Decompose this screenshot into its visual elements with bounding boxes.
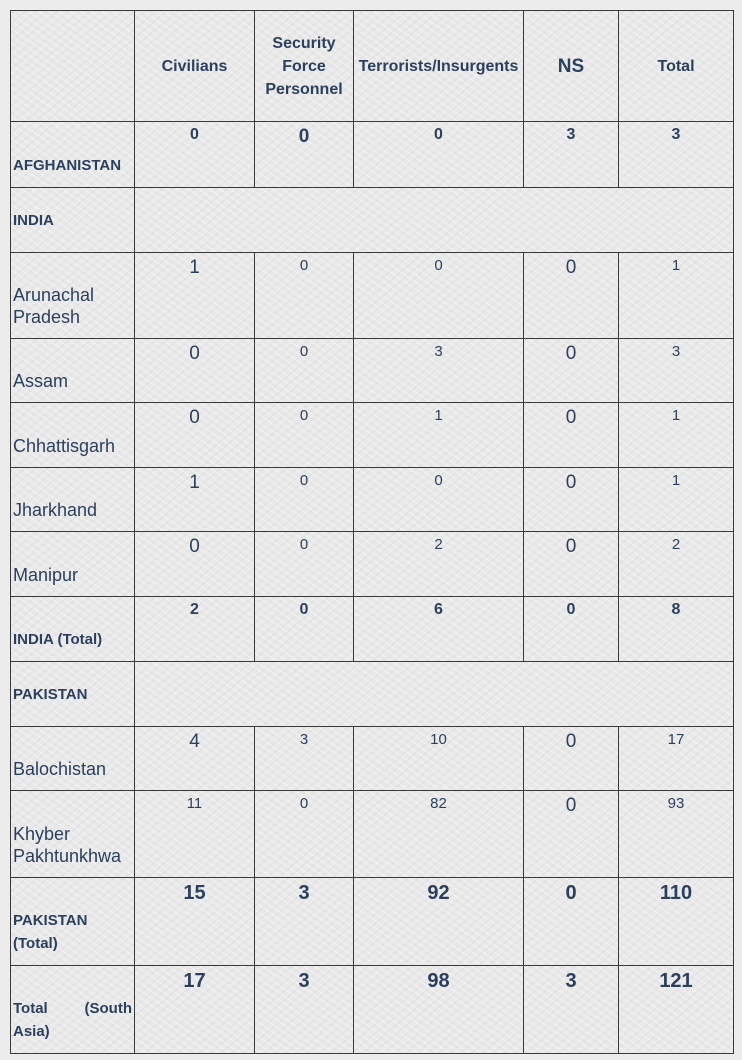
cell-sf: 0 <box>255 253 354 339</box>
row-label-line2: Pakhtunkhwa <box>13 846 122 866</box>
header-sf-line3: Personnel <box>265 80 343 98</box>
cell-ns: 3 <box>524 966 619 1054</box>
cell-sf: 3 <box>255 727 354 791</box>
row-khyber-pakhtunkhwa <box>11 791 734 878</box>
header-civilians: Civilians <box>135 11 255 122</box>
cell-civilians: 15 <box>135 878 255 966</box>
cell-terrorists: 0 <box>354 468 524 532</box>
cell-civilians: 0 <box>135 403 255 468</box>
cell-total: 17 <box>619 727 734 791</box>
row-label <box>11 878 135 966</box>
row-afghanistan <box>11 122 734 188</box>
cell-civilians: 17 <box>135 966 255 1054</box>
row-label-line2: (Total) <box>13 935 58 952</box>
cell-sf: 0 <box>255 122 354 188</box>
cell-ns: 0 <box>524 597 619 662</box>
cell-terrorists: 82 <box>354 791 524 878</box>
row-label-word1: Total <box>13 1000 48 1017</box>
cell-sf: 0 <box>255 791 354 878</box>
header-terrorists: Terrorists/Insurgents <box>354 11 524 122</box>
fatalities-table-container <box>10 10 733 1054</box>
row-label-line2: Pradesh <box>13 307 81 327</box>
row-label: Manipur <box>11 532 135 597</box>
row-india-heading <box>11 188 734 253</box>
cell-sf: 0 <box>255 597 354 662</box>
section-label-pakistan: PAKISTAN <box>11 662 135 727</box>
fatalities-table <box>10 10 734 1054</box>
cell-ns: 3 <box>524 122 619 188</box>
cell-civilians: 11 <box>135 791 255 878</box>
row-assam <box>11 339 734 403</box>
cell-terrorists: 98 <box>354 966 524 1054</box>
cell-total: 8 <box>619 597 734 662</box>
row-label: Jharkhand <box>11 468 135 532</box>
row-label-line2: Asia) <box>13 1023 50 1040</box>
row-label-word2: (South <box>84 1000 132 1017</box>
cell-sf: 0 <box>255 403 354 468</box>
cell-sf: 0 <box>255 468 354 532</box>
cell-sf: 0 <box>255 532 354 597</box>
row-india-total <box>11 597 734 662</box>
header-row <box>11 11 734 122</box>
row-pakistan-total <box>11 878 734 966</box>
header-region <box>11 11 135 122</box>
cell-civilians: 0 <box>135 532 255 597</box>
cell-civilians: 4 <box>135 727 255 791</box>
cell-civilians: 1 <box>135 468 255 532</box>
cell-total: 121 <box>619 966 734 1054</box>
cell-total: 3 <box>619 339 734 403</box>
row-arunachal-pradesh <box>11 253 734 339</box>
header-sf-line2: Force <box>282 57 326 75</box>
row-label <box>11 253 135 339</box>
row-label-line1: Khyber <box>13 824 71 844</box>
cell-civilians: 0 <box>135 339 255 403</box>
cell-total: 3 <box>619 122 734 188</box>
row-label <box>11 791 135 878</box>
row-south-asia-total <box>11 966 734 1054</box>
cell-ns: 0 <box>524 878 619 966</box>
cell-ns: 0 <box>524 403 619 468</box>
cell-terrorists: 92 <box>354 878 524 966</box>
row-manipur <box>11 532 734 597</box>
cell-total: 1 <box>619 403 734 468</box>
row-label: Chhattisgarh <box>11 403 135 468</box>
cell-total: 110 <box>619 878 734 966</box>
cell-sf: 0 <box>255 339 354 403</box>
cell-total: 1 <box>619 468 734 532</box>
header-total: Total <box>619 11 734 122</box>
cell-sf: 3 <box>255 966 354 1054</box>
cell-total: 93 <box>619 791 734 878</box>
cell-terrorists: 6 <box>354 597 524 662</box>
section-label-india: INDIA <box>11 188 135 253</box>
cell-civilians: 2 <box>135 597 255 662</box>
cell-terrorists: 0 <box>354 122 524 188</box>
header-ns: NS <box>524 11 619 122</box>
cell-total: 1 <box>619 253 734 339</box>
section-spacer <box>135 188 734 253</box>
row-balochistan <box>11 727 734 791</box>
cell-civilians: 1 <box>135 253 255 339</box>
cell-ns: 0 <box>524 532 619 597</box>
cell-ns: 0 <box>524 339 619 403</box>
cell-terrorists: 10 <box>354 727 524 791</box>
row-label-line1: Arunachal <box>13 285 95 305</box>
cell-terrorists: 1 <box>354 403 524 468</box>
cell-civilians: 0 <box>135 122 255 188</box>
row-label <box>11 966 135 1054</box>
cell-total: 2 <box>619 532 734 597</box>
row-label: AFGHANISTAN <box>11 122 135 188</box>
row-label-line1: PAKISTAN <box>13 912 88 929</box>
cell-terrorists: 3 <box>354 339 524 403</box>
section-spacer <box>135 662 734 727</box>
header-sf-line1: Security <box>272 34 336 52</box>
cell-terrorists: 2 <box>354 532 524 597</box>
row-chhattisgarh <box>11 403 734 468</box>
cell-ns: 0 <box>524 468 619 532</box>
cell-ns: 0 <box>524 791 619 878</box>
cell-sf: 3 <box>255 878 354 966</box>
row-label: INDIA (Total) <box>11 597 135 662</box>
row-label-line1 <box>13 997 132 1020</box>
cell-ns: 0 <box>524 253 619 339</box>
cell-terrorists: 0 <box>354 253 524 339</box>
header-security-force <box>255 11 354 122</box>
cell-ns: 0 <box>524 727 619 791</box>
row-pakistan-heading <box>11 662 734 727</box>
row-jharkhand <box>11 468 734 532</box>
row-label: Assam <box>11 339 135 403</box>
row-label: Balochistan <box>11 727 135 791</box>
